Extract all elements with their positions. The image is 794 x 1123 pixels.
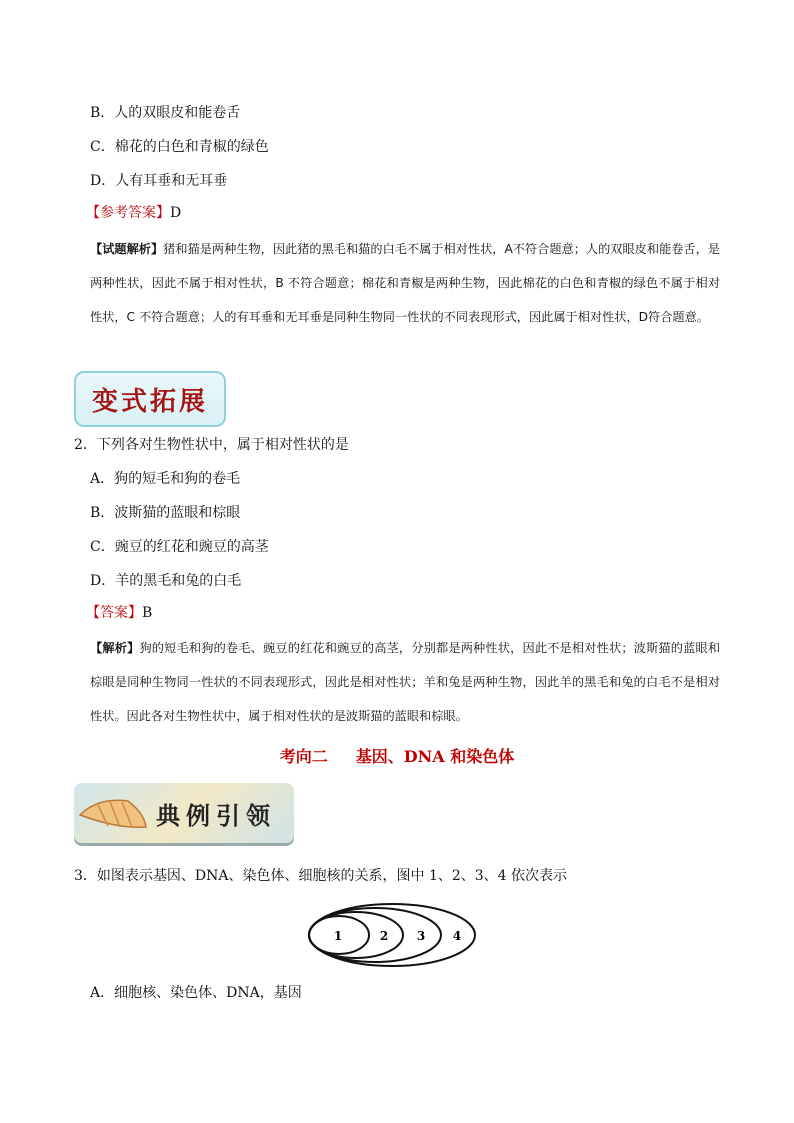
analysis-text: 狗的短毛和狗的卷毛、豌豆的红花和豌豆的高茎，分别都是两种性状，因此不是相对性状；波斯猫的蓝眼和棕眼是同种生物同一性状的不同表现形式，因此是相对性状；羊和兔是两种生物，因此羊的黑毛和兔的白毛不是相对性状。因此各对生物性状中，属于相对性状的是波斯猫的蓝眼和棕眼。	[90, 641, 721, 723]
q2-option-b: B．波斯猫的蓝眼和棕眼	[90, 505, 241, 521]
banner-title: 典例引领	[156, 800, 276, 830]
seashell-icon	[78, 793, 148, 833]
analysis-label: 【试题解析】	[90, 242, 164, 256]
nested-ellipse-diagram	[300, 898, 485, 970]
q1-option-c: C．棉花的白色和青椒的绿色	[90, 139, 269, 155]
label-3: 3	[416, 929, 426, 943]
section-label: 考向二	[279, 747, 328, 766]
answer-label: 【答案】	[86, 605, 142, 621]
example-banner	[74, 783, 294, 843]
q2-option-d: D．羊的黑毛和兔的白毛	[90, 573, 242, 589]
analysis-label: 【解析】	[90, 641, 140, 655]
section-title: 基因、DNA 和染色体	[355, 747, 515, 766]
q3-stem: 3．如图表示基因、DNA、染色体、细胞核的关系，图中 1、2、3、4 依次表示	[74, 868, 568, 884]
q1-analysis	[90, 232, 720, 334]
section-heading	[0, 744, 794, 767]
analysis-text: 猪和猫是两种生物，因此猪的黑毛和猫的白毛不属于相对性状，A不符合题意；人的双眼皮和能卷舌，是两种性状，因此不属于相对性状，B 不符合题意；棉花和青椒是两种生物，因此棉花的白色和青椒的绿色不属于相对性状，C 不符合题意；人的有耳垂和无耳垂是同种生物同一性状的不同表现形式，因此属于相对性状，D符合题意。	[90, 242, 720, 324]
q3-option-a: A．细胞核、染色体、DNA，基因	[90, 985, 302, 1001]
q2-stem: 2．下列各对生物性状中，属于相对性状的是	[74, 437, 349, 453]
answer-label: 【参考答案】	[86, 205, 170, 221]
q1-answer	[86, 204, 181, 222]
q2-analysis	[90, 631, 720, 733]
q1-option-b: B．人的双眼皮和能卷舌	[90, 105, 241, 121]
q1-option-d: D．人有耳垂和无耳垂	[90, 173, 228, 189]
q2-option-a: A．狗的短毛和狗的卷毛	[90, 471, 241, 487]
q2-option-c: C．豌豆的红花和豌豆的高茎	[90, 539, 269, 555]
variant-extension-banner: 变式拓展	[74, 371, 226, 427]
answer-value: D	[170, 205, 182, 221]
answer-value: B	[142, 605, 153, 621]
label-4: 4	[452, 929, 462, 943]
label-1: 1	[333, 929, 343, 943]
label-2: 2	[379, 929, 389, 943]
q2-answer	[86, 604, 152, 622]
